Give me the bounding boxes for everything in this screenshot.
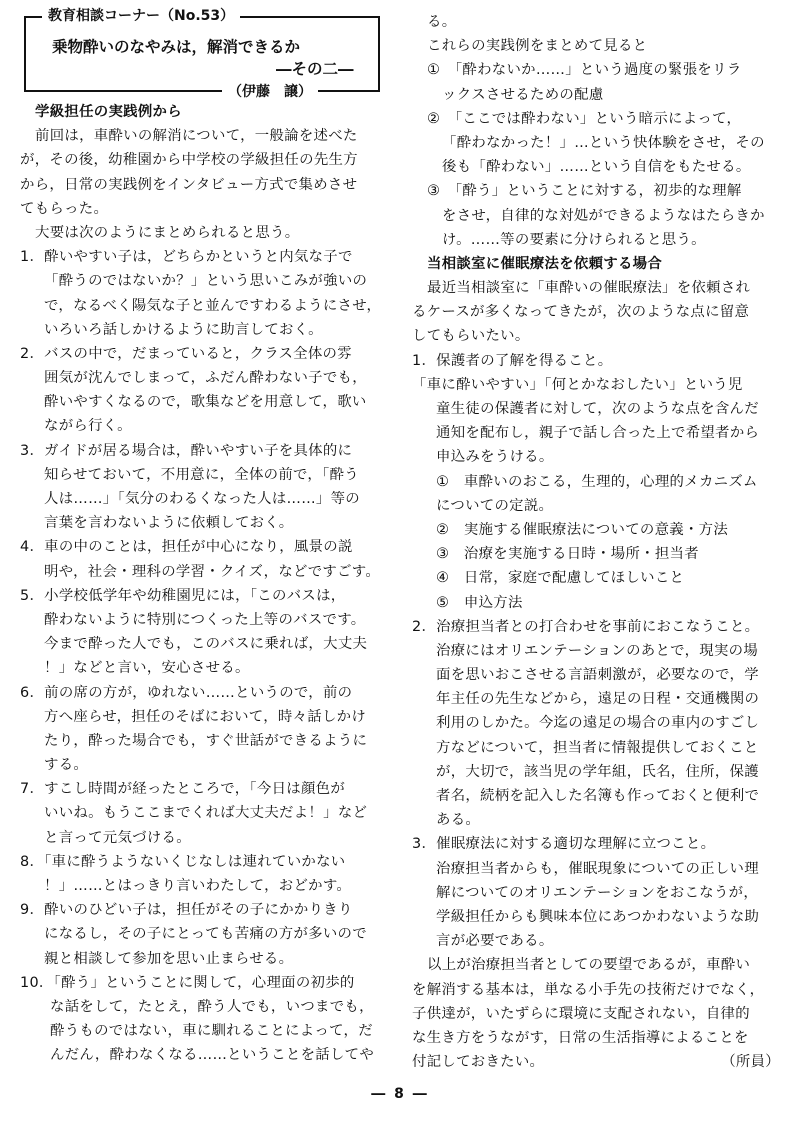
paragraph-line: ある。	[436, 812, 481, 829]
list-item-line: 人は……」「気分のわるくなった人は……」等の	[44, 491, 360, 507]
notice-item-line: ② 実施する催眠療法についての意義・方法	[436, 521, 729, 538]
paragraph-line: 利用のしかた。今迄の遠足の場合の車内のすごし	[436, 715, 760, 732]
paragraph-line: 者名，続柄を記入した名簿も作っておくと便利で	[436, 788, 760, 804]
notice-item-line: ① 車酔いのおこる，生理的，心理的メカニズム	[436, 473, 758, 490]
list-item-line: 酔いやすくなるので，歌集などを用意して，歌い	[44, 394, 367, 411]
paragraph-line: 大要は次のようにまとめられると思う。	[35, 224, 300, 241]
section-heading: 当相談室に催眠療法を依頼する場合	[427, 255, 663, 272]
list-item-line: たり，酔った場合でも，すぐ世話ができるように	[44, 732, 368, 749]
list-item-line: いいね。もうここまでくれば大丈夫だよ！」など	[44, 805, 368, 822]
article-subtitle: ―その二―	[276, 60, 354, 78]
paragraph-line: る。	[427, 14, 457, 30]
list-item-line: 4．車の中のことは，担任が中心になり，風景の説	[20, 539, 353, 556]
list-item-line: 酔うものではない，車に馴れることによって，だ	[50, 1023, 373, 1040]
paragraph-line: 子供達が，いたずらに環境に支配されない，自律的	[412, 1005, 750, 1022]
list-item-line: と言って元気づける。	[44, 829, 191, 846]
summary-item-line: ックスさせるための配慮	[442, 86, 604, 103]
summary-item-line: ① 「酔わないか……」という過度の緊張をリラ	[427, 62, 742, 79]
paragraph-line: 以上が治療担当者としての要望であるが，車酔い	[427, 957, 751, 974]
paragraph-line: 最近当相談室に「車酔いの催眠療法」を依頼され	[427, 280, 751, 297]
paragraph-line: してもらいたい。	[412, 328, 530, 345]
paragraph-line: 言が必要である。	[436, 933, 554, 950]
subsection-title: 2．治療担当者との打合わせを事前におこなうこと。	[412, 618, 760, 635]
left-column	[20, 10, 392, 1068]
right-column	[412, 10, 784, 1074]
summary-item-line: 後も「酔わない」……という自信をもたせる。	[442, 159, 751, 176]
subsection-title: 1．保護者の了解を得ること。	[412, 352, 613, 369]
author-name: （伊藤 譲）	[222, 83, 318, 101]
paragraph-line: が，その後，幼稚園から中学校の学級担任の先生方	[20, 152, 358, 169]
left-body	[20, 100, 392, 1068]
paragraph-line: が，大切で，該当児の学年組，氏名，住所，保護	[436, 763, 759, 780]
paragraph-line: 通知を配布し，親子で話し合った上で希望者から	[436, 425, 760, 442]
list-item-line: 9．酔いのひどい子は，担任がその子にかかりきり	[20, 902, 353, 919]
list-item-line: 10．「酔う」ということに関して，心理面の初歩的	[20, 974, 355, 991]
paragraph-line: 方などについて，担当者に情報提供しておくこと	[436, 739, 759, 756]
list-item-line: 今まで酔った人でも，このバスに乗れば，大丈夫	[44, 636, 368, 653]
paragraph-line: るケースが多くなってきたが，次のような点に留意	[412, 304, 750, 321]
list-item-line: 言葉を言わないように依頼しておく。	[44, 515, 294, 532]
list-item-line: 2．バスの中で，だまっていると，クラス全体の雰	[20, 345, 352, 362]
list-item-line: 5．小学校低学年や幼稚園児には，「このバスは，	[20, 587, 346, 604]
paragraph-line: てもらった。	[20, 200, 109, 217]
paragraph-line: これらの実践例をまとめて見ると	[427, 38, 648, 55]
list-item-line: 「酔うのではないか？」という思いこみが強いの	[44, 273, 368, 290]
article-title: 乗物酔いのなやみは，解消できるか	[52, 38, 301, 56]
list-item-line: になるし，その子にとっても苦痛の方が多いので	[44, 926, 367, 943]
paragraph-line: 申込みをうける。	[436, 449, 554, 466]
page-number: ― 8 ―	[371, 1086, 429, 1102]
paragraph-line: 付記しておきたい。	[412, 1054, 545, 1071]
title-box	[24, 8, 380, 100]
paragraph-line: から，日常の実践例をインタビュー方式で集めさせ	[20, 176, 358, 193]
paragraph-line: 面を思いおこさせる言語刺激が，必要なので，学	[436, 667, 759, 684]
paragraph-line: 年主任の先生などから，遠足の日程・交通機関の	[436, 691, 760, 708]
summary-item-line: け。……等の要素に分けられると思う。	[442, 231, 706, 248]
summary-item-line: 「酔わなかった！」…という快体験をさせ，その	[442, 134, 765, 151]
list-item-line: ！」などと言い，安心させる。	[44, 660, 250, 677]
list-item-line: いろいろ話しかけるように助言しておく。	[44, 321, 323, 338]
paragraph-line: 童生徒の保護者に対して，次のような点を含んだ	[436, 401, 759, 417]
title-box-bottom-rule	[24, 90, 380, 92]
paragraph-line: 解についてのオリエンテーションをおこなうが，	[436, 884, 759, 901]
list-item-line: 7．すこし時間が経ったところで，「今日は顔色が	[20, 781, 346, 798]
paragraph-line: 前回は，車酔いの解消について，一般論を述べた	[35, 128, 358, 145]
summary-item-line: をさせ，自律的な対処ができるようなはたらきか	[442, 207, 765, 224]
list-item-line: 知らせておいて，不用意に，全体の前で，「酔う	[44, 466, 359, 483]
list-item-line: 明や，社会・理科の学習・クイズ，などですごす。	[44, 563, 381, 580]
list-item-line: 酔わないように特別につくった上等のバスです。	[44, 611, 366, 628]
list-item-line: 親と相談して参加を思い止まらせる。	[44, 950, 294, 967]
paragraph-line: 治療担当者からも，催眠現象についての正しい理	[436, 860, 759, 877]
paragraph-line: 治療にはオリエンテーションのあとで，現実の場	[436, 642, 759, 659]
signature: （所員）	[721, 1054, 780, 1071]
right-body	[412, 10, 784, 1074]
list-item-line: 囲気が沈んでしまって，ふだん酔わない子でも，	[44, 370, 367, 387]
list-item-line: んだん，酔わなくなる……ということを話してや	[50, 1047, 375, 1064]
list-item-line: ながら行く。	[44, 418, 132, 435]
notice-item-line: ④ 日常，家庭で配慮してほしいこと	[436, 570, 685, 587]
summary-item-line: ③ 「酔う」ということに対する，初歩的な理解	[427, 183, 742, 200]
closing-last-line	[412, 1050, 784, 1074]
column-label: 教育相談コーナー（No.53）	[42, 7, 240, 25]
paragraph-line: 学級担任からも興味本位にあつかわないような助	[436, 908, 760, 925]
list-item-line: ！」……とはっきり言いわたして，おどかす。	[44, 878, 352, 894]
list-item-line: で，なるべく陽気な子と並んですわるようにさせ，	[44, 297, 382, 314]
list-item-line: 方へ座らせ，担任のそばにおいて，時々話しかけ	[44, 708, 367, 725]
paragraph-line: を解消する基本は，単なる小手先の技術だけでなく，	[412, 981, 765, 998]
list-item-line: 6．前の席の方が，ゆれない……というので，前の	[20, 684, 353, 701]
notice-item-line: についての定説。	[436, 497, 554, 514]
notice-item-line: ③ 治療を実施する日時・場所・担当者	[436, 546, 699, 563]
notice-item-line: ⑤ 申込方法	[436, 594, 523, 611]
subsection-title: 3．催眠療法に対する適切な理解に立つこと。	[412, 836, 716, 853]
summary-item-line: ② 「ここでは酔わない」という暗示によって，	[427, 110, 742, 127]
list-item-line: 8．「車に酔うようないくじなしは連れていかない	[20, 853, 346, 870]
list-item-line: な話をして，たとえ，酔う人でも，いつまでも，	[50, 998, 374, 1015]
list-item-line: する。	[44, 757, 89, 774]
list-item-line: 3．ガイドが居る場合は，酔いやすい子を具体的に	[20, 442, 353, 459]
paragraph-line: な生き方をうながす，日常の生活指導によることを	[412, 1029, 749, 1046]
list-item-line: 1．酔いやすい子は，どちらかというと内気な子で	[20, 249, 353, 266]
section-heading: 学級担任の実践例から	[35, 104, 182, 120]
paragraph-line: 「車に酔いやすい」「何とかなおしたい」という児	[412, 376, 743, 393]
